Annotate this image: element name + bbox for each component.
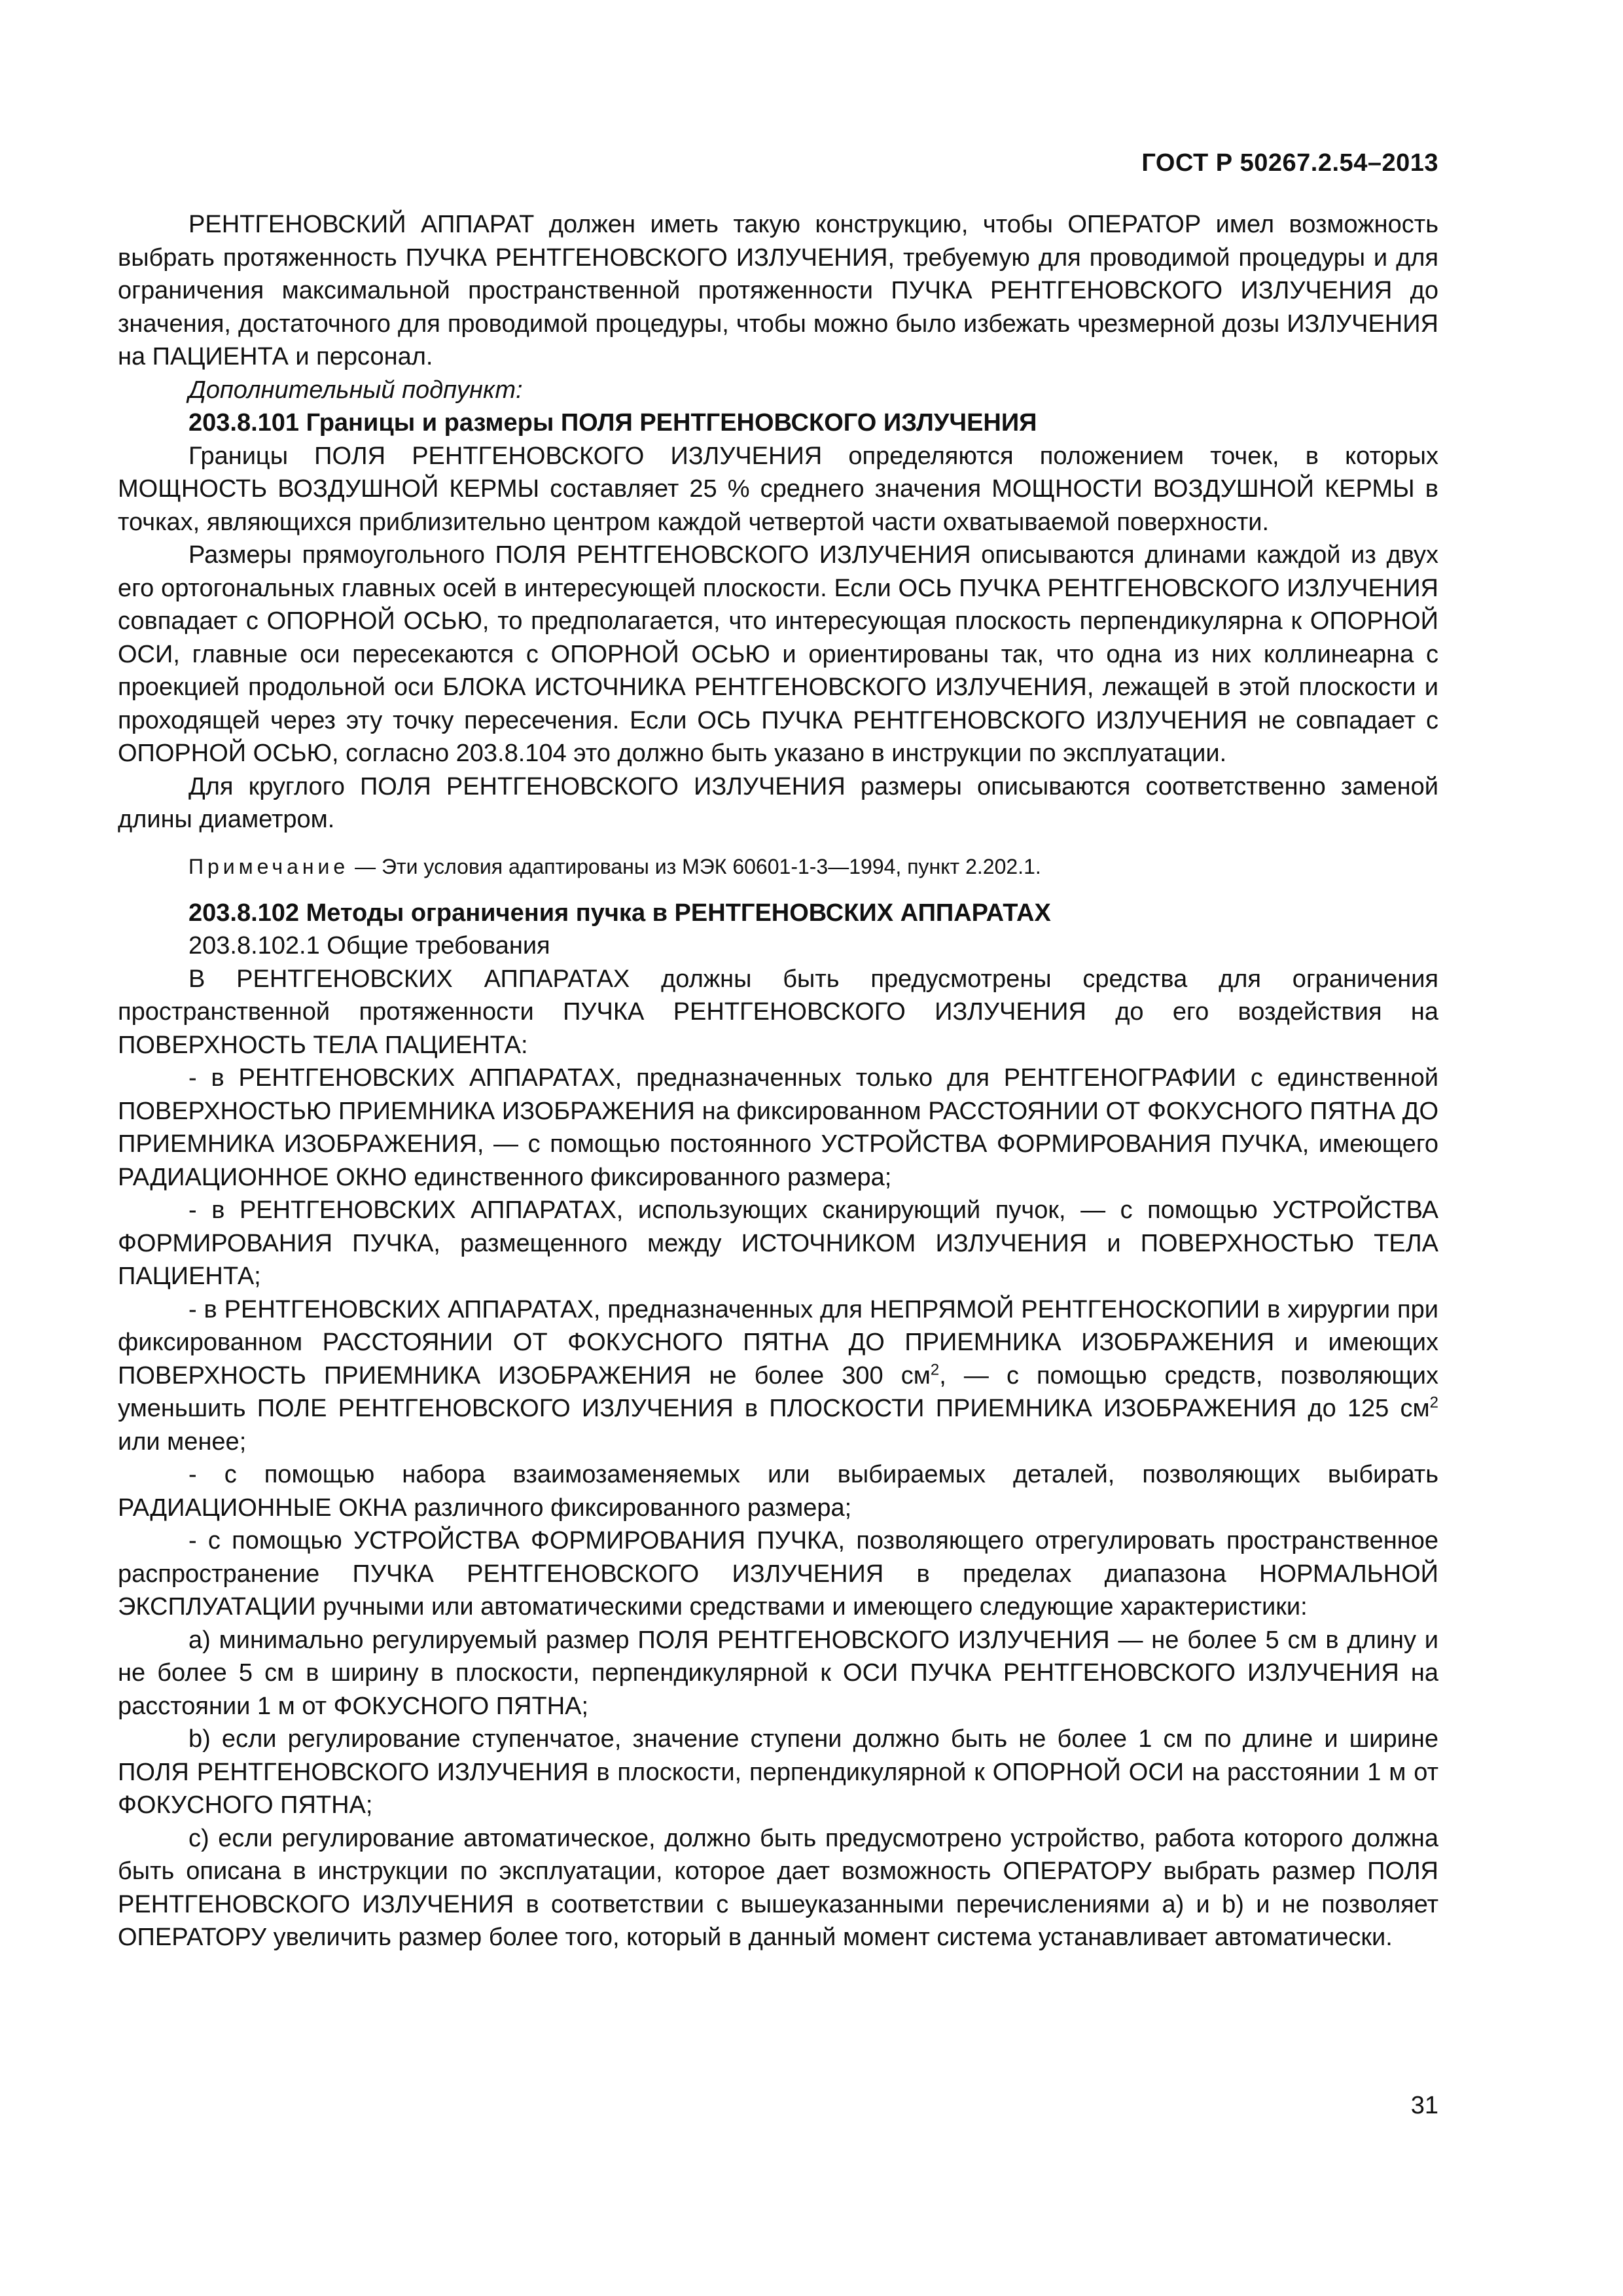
paragraph-beam-limitation: В РЕНТГЕНОВСКИХ АППАРАТАХ должны быть предусмотрены средства для ограничения пространственной протяженности ПУЧКА РЕНТГЕНОВСКОГО ИЗЛУЧЕНИЯ до его воздействия на ПОВЕРХНОСТЬ ТЕЛА ПАЦИЕНТА: <box>118 965 1438 1059</box>
sub-item-c: c) если регулирование автоматическое, должно быть предусмотрено устройство, работа которого должна быть описана в инструкции по эксплуатации, которое дает возможность ОПЕРАТОРУ выбрать размер ПОЛЯ РЕНТГЕНОВСКОГО ИЗЛУЧЕНИЯ в соответствии с вышеуказанными перечислениями a) и b) и не позволяет ОПЕРАТОРУ увеличить размер более того, который в данный момент система устанавливает автоматически. <box>118 1824 1438 1951</box>
paragraph-rectangular-field: Размеры прямоугольного ПОЛЯ РЕНТГЕНОВСКОГО ИЗЛУЧЕНИЯ описываются длинами каждой из двух его ортогональных главных осей в интересующей плоскости. Если ОСЬ ПУЧКА РЕНТГЕНОВСКОГО ИЗЛУЧЕНИЯ совпадает с ОПОРНОЙ ОСЬЮ, то предполагается, что интересующая плоскость перпендикулярна к ОПОРНОЙ ОСИ, главные оси пересекаются с ОПОРНОЙ ОСЬЮ и ориентированы так, что одна из них коллинеарна с проекцией продольной оси БЛОКА ИСТОЧНИКА РЕНТГЕНОВСКОГО ИЗЛУЧЕНИЯ, лежащей в этой плоскости и проходящей через эту точку пересечения. Если ОСЬ ПУЧКА РЕНТГЕНОВСКОГО ИЗЛУЧЕНИЯ не совпадает с ОПОРНОЙ ОСЬЮ, согласно 203.8.104 это должно быть указано в инструкции по эксплуатации. <box>118 541 1438 767</box>
page-number: 31 <box>1410 2092 1438 2119</box>
document-body <box>118 208 1438 1954</box>
list-item-interchangeable-parts: - с помощью набора взаимозаменяемых или выбираемых деталей, позволяющих выбирать РАДИАЦИОННЫЕ ОКНА различного фиксированного размера; <box>118 1461 1438 1522</box>
sub-item-b: b) если регулирование ступенчатое, значение ступени должно быть не более 1 см по длине и ширине ПОЛЯ РЕНТГЕНОВСКОГО ИЗЛУЧЕНИЯ в плоскости, перпендикулярной к ОПОРНОЙ ОСИ на расстоянии 1 м от ФОКУСНОГО ПЯТНА; <box>118 1725 1438 1819</box>
paragraph-intro: РЕНТГЕНОВСКИЙ АППАРАТ должен иметь такую конструкцию, чтобы ОПЕРАТОР имел возможность выбрать протяженность ПУЧКА РЕНТГЕНОВСКОГО ИЗЛУЧЕНИЯ, требуемую для проводимой процедуры и для ограничения максимальной пространственной протяженности ПУЧКА РЕНТГЕНОВСКОГО ИЗЛУЧЕНИЯ до значения, достаточного для проводимой процедуры, чтобы можно было избежать чрезмерной дозы ИЗЛУЧЕНИЯ на ПАЦИЕНТА и персонал. <box>118 211 1438 370</box>
note <box>118 852 1438 881</box>
paragraph-circular-field: Для круглого ПОЛЯ РЕНТГЕНОВСКОГО ИЗЛУЧЕНИЯ размеры описываются соответственно заменой длины диаметром. <box>118 772 1438 833</box>
note-label: Примечание <box>188 854 349 878</box>
heading-203-8-102: 203.8.102 Методы ограничения пучка в РЕНТГЕНОВСКИХ АППАРАТАХ <box>188 899 1051 927</box>
list-item-scanning-beam: - в РЕНТГЕНОВСКИХ АППАРАТАХ, использующих сканирующий пучок, — с помощью УСТРОЙСТВА ФОРМИРОВАНИЯ ПУЧКА, размещенного между ИСТОЧНИКОМ ИЗЛУЧЕНИЯ и ПОВЕРХНОСТЬЮ ТЕЛА ПАЦИЕНТА; <box>118 1196 1438 1290</box>
additional-subclause-label: Дополнительный подпункт: <box>188 376 523 404</box>
sub-item-a: a) минимально регулируемый размер ПОЛЯ РЕНТГЕНОВСКОГО ИЗЛУЧЕНИЯ — не более 5 см в длину и не более 5 см в ширину в плоскости, перпендикулярной к ОСИ ПУЧКА РЕНТГЕНОВСКОГО ИЗЛУЧЕНИЯ на расстоянии 1 м от ФОКУСНОГО ПЯТНА; <box>118 1626 1438 1720</box>
list-item-indirect-fluoroscopy: - в РЕНТГЕНОВСКИХ АППАРАТАХ, предназначенных для НЕПРЯМОЙ РЕНТГЕНОСКОПИИ в хирургии при фиксированном РАССТОЯНИИ ОТ ФОКУСНОГО ПЯТНА ДО ПРИЕМНИКА ИЗОБРАЖЕНИЯ и имеющих ПОВЕРХНОСТЬ ПРИЕМНИКА ИЗОБРАЖЕНИЯ не более 300 $см^2$, — с помощью средств, позволяющих уменьшить ПОЛЕ РЕНТГЕНОВСКОГО ИЗЛУЧЕНИЯ в ПЛОСКОСТИ ПРИЕМНИКА ИЗОБРАЖЕНИЯ до 125 $см^2$ или менее; <box>118 1295 1438 1456</box>
heading-203-8-101: 203.8.101 Границы и размеры ПОЛЯ РЕНТГЕНОВСКОГО ИЗЛУЧЕНИЯ <box>188 409 1037 437</box>
document-code-header: ГОСТ Р 50267.2.54–2013 <box>1141 149 1438 177</box>
list-item-radiography: - в РЕНТГЕНОВСКИХ АППАРАТАХ, предназначенных только для РЕНТГЕНОГРАФИИ с единственной ПОВЕРХНОСТЬЮ ПРИЕМНИКА ИЗОБРАЖЕНИЯ на фиксированном РАССТОЯНИИ ОТ ФОКУСНОГО ПЯТНА ДО ПРИЕМНИКА ИЗОБРАЖЕНИЯ, — с помощью постоянного УСТРОЙСТВА ФОРМИРОВАНИЯ ПУЧКА, имеющего РАДИАЦИОННОЕ ОКНО единственного фиксированного размера; <box>118 1064 1438 1191</box>
heading-203-8-102-1: 203.8.102.1 Общие требования <box>188 932 550 960</box>
list-item-beam-limiting-device: - с помощью УСТРОЙСТВА ФОРМИРОВАНИЯ ПУЧКА, позволяющего отрегулировать пространственное распространение ПУЧКА РЕНТГЕНОВСКОГО ИЗЛУЧЕНИЯ в пределах диапазона НОРМАЛЬНОЙ ЭКСПЛУАТАЦИИ ручными или автоматическими средствами и имеющего следующие характеристики: <box>118 1527 1438 1621</box>
note-text: — Эти условия адаптированы из МЭК 60601-1-3—1994, пункт 2.202.1. <box>355 854 1041 878</box>
paragraph-field-boundaries: Границы ПОЛЯ РЕНТГЕНОВСКОГО ИЗЛУЧЕНИЯ определяются положением точек, в которых МОЩНОСТЬ ВОЗДУШНОЙ КЕРМЫ составляет 25 % среднего значения МОЩНОСТИ ВОЗДУШНОЙ КЕРМЫ в точках, являющихся приблизительно центром каждой четвертой части охватываемой поверхности. <box>118 442 1438 536</box>
